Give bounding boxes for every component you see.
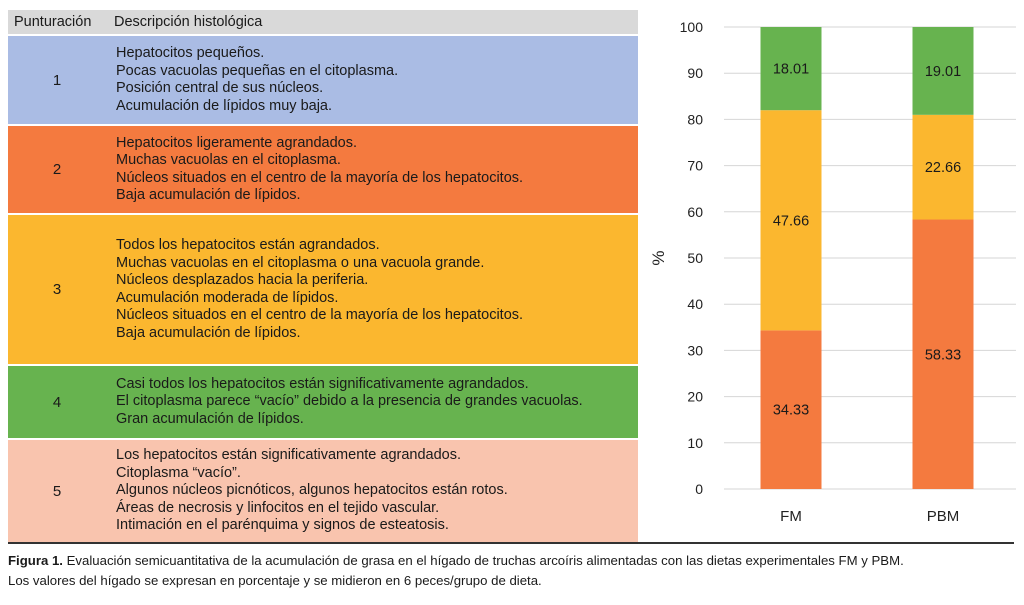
table-header [8,10,638,34]
description-line: Acumulación de lípidos muy baja. [116,97,333,114]
table-row [8,438,638,542]
description-line: Áreas de necrosis y linfocitos en el tejido vascular. [116,499,440,516]
description-line: El citoplasma parece “vacío” debido a la presencia de grandes vacuolas. [116,393,583,410]
caption-line-2: Los valores del hígado se expresan en porcentaje y se midieron en 6 peces/grupo de dieta. [8,573,542,588]
table-row [8,213,638,364]
header-score: Punturación [14,14,92,30]
y-tick-label: 100 [679,19,703,35]
description-line: Todos los hepatocitos están agrandados. [116,237,380,253]
y-tick-label: 30 [687,342,703,359]
y-tick-label: 80 [687,111,703,128]
description-line: Los hepatocitos están significativamente agrandados. [116,447,461,464]
description-line: Núcleos situados en el centro de la mayoría de los hepatocitos. [116,307,524,323]
row-description [106,376,583,429]
description-line: Algunos núcleos picnóticos, algunos hepatocitos están rotos. [116,482,508,499]
row-description [106,135,523,205]
table-body [8,34,638,542]
x-tick-label: PBM [926,508,960,525]
description-line: Intimación en el parénquima y signos de esteatosis. [116,517,449,534]
data-label: 34.33 [772,402,810,419]
caption-text-1: Evaluación semicuantitativa de la acumulación de grasa en el hígado de truchas arcoíris alimentadas con las dietas experimentales FM y PBM. [66,553,904,568]
data-label: 18.01 [772,61,810,78]
y-tick-label: 0 [695,481,703,497]
description-line: Gran acumulación de lípidos. [116,410,304,427]
histology-score-table [8,10,638,542]
y-tick-label: 60 [687,203,703,220]
caption-line-1 [8,551,1014,571]
data-label: 19.01 [924,63,962,80]
figure-caption [8,551,1014,591]
row-description [106,447,508,535]
description-line: Pocas vacuolas pequeñas en el citoplasma. [116,62,399,79]
table-row [8,364,638,438]
y-tick-label: 20 [687,388,703,405]
stacked-bar-chart [640,10,1024,530]
data-label: 22.66 [924,160,962,177]
caption-label: Figura 1. [8,553,63,568]
row-score: 2 [52,161,62,178]
description-line: Núcleos desplazados hacia la periferia. [116,272,369,288]
y-tick-label: 50 [687,250,703,266]
row-description [106,45,398,115]
data-label: 58.33 [924,347,962,364]
data-label: 47.66 [772,213,810,230]
y-tick-label: 70 [687,157,703,174]
description-line: Hepatocitos ligeramente agrandados. [116,134,358,151]
description-line: Baja acumulación de lípidos. [116,324,301,341]
description-line: Hepatocitos pequeños. [116,45,265,61]
description-line: Núcleos situados en el centro de la mayoría de los hepatocitos. [116,169,524,186]
row-score: 4 [52,393,62,411]
description-line: Acumulación moderada de lípidos. [116,289,339,306]
row-description [106,237,523,342]
description-line: Posición central de sus núcleos. [116,80,324,96]
table-row [8,34,638,124]
y-tick-label: 10 [687,434,703,451]
description-line: Baja acumulación de lípidos. [116,187,301,203]
description-line: Muchas vacuolas en el citoplasma o una vacuola grande. [116,254,485,271]
header-description: Descripción histológica [114,14,263,30]
description-line: Muchas vacuolas en el citoplasma. [116,152,341,168]
row-score: 1 [52,71,62,89]
y-tick-label: 40 [687,296,703,313]
caption-divider [8,542,1014,544]
row-score: 3 [52,281,62,298]
y-tick-label: 90 [687,65,703,82]
description-line: Casi todos los hepatocitos están significativamente agrandados. [116,375,529,392]
description-line: Citoplasma “vacío”. [116,464,241,481]
table-row [8,124,638,213]
row-score: 5 [52,482,62,500]
y-axis-label: % [649,250,668,266]
x-tick-label: FM [780,508,802,525]
